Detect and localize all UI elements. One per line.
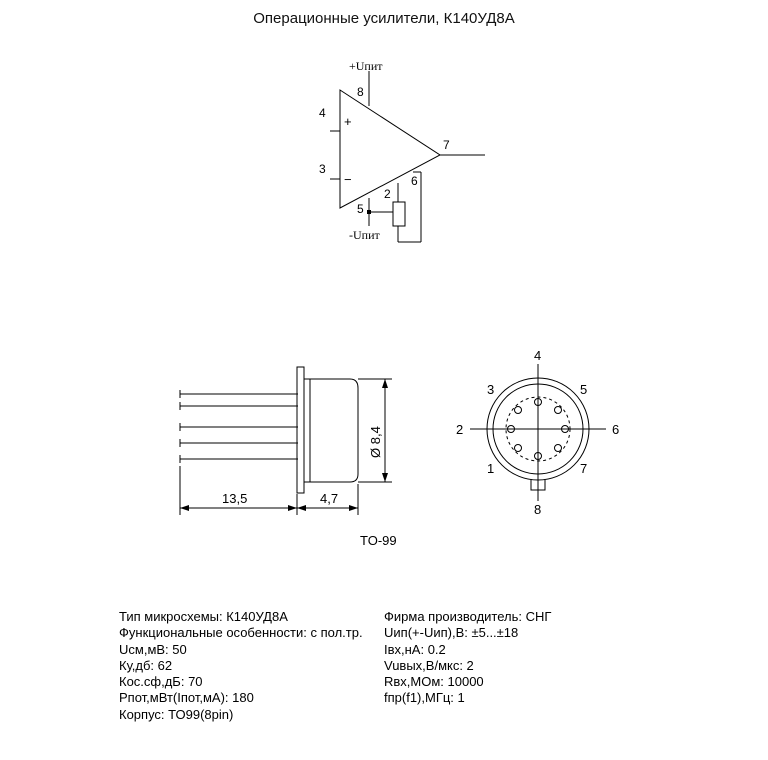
dimension-diameter-label: Ø 8,4 <box>368 426 383 458</box>
supply-positive-label: +Uпит <box>349 59 383 73</box>
pin-label-2: 2 <box>384 187 391 201</box>
spec-offset-voltage: Uсм,мВ: 50 <box>119 641 187 657</box>
bottom-pin-label-2: 2 <box>456 422 464 437</box>
dimension-arrows <box>180 379 388 511</box>
package-name-label: TO-99 <box>360 533 397 548</box>
pin-label-3: 3 <box>319 162 326 176</box>
spec-slew-rate: Vuвых,В/мкс: 2 <box>384 657 474 673</box>
opamp-schematic <box>330 71 485 242</box>
spec-frequency: fпр(f1),МГц: 1 <box>384 690 465 706</box>
bottom-pin-label-5: 5 <box>580 382 588 397</box>
spec-input-resistance: Rвх,МОм: 10000 <box>384 674 484 690</box>
bottom-pin-label-4: 4 <box>534 348 542 363</box>
spec-manufacturer: Фирма производитель: СНГ <box>384 609 552 624</box>
spec-chip-type: Тип микросхемы: К140УД8А <box>119 609 288 624</box>
pin-label-5: 5 <box>357 202 364 216</box>
spec-supply-voltage: Uип(+-Uип),В: ±5...±18 <box>384 625 519 641</box>
dimension-body-label: 4,7 <box>320 491 339 506</box>
pin-label-6: 6 <box>411 174 418 188</box>
dimension-length-label: 13,5 <box>222 491 248 506</box>
bottom-pin-label-6: 6 <box>612 422 620 437</box>
page-title: Операционные усилители, К140УД8А <box>253 10 515 27</box>
junction-dot <box>367 210 371 214</box>
bottom-pin-label-1: 1 <box>487 461 495 476</box>
spec-features: Функциональные особенности: с пол.тр. <box>119 625 363 641</box>
package-side-view <box>180 367 392 515</box>
supply-negative-label: -Uпит <box>349 228 380 242</box>
minus-input-sign: − <box>344 172 352 187</box>
pin-label-7: 7 <box>443 138 450 152</box>
pin-label-8: 8 <box>357 85 364 99</box>
spec-power: Рпот,мВт(Іпот,мА): 180 <box>119 690 254 706</box>
spec-cmrr: Кос.сф,дБ: 70 <box>119 674 203 690</box>
specs-left-column <box>119 609 363 723</box>
spec-input-current: Iвх,нА: 0.2 <box>384 641 446 657</box>
spec-gain: Ку,дб: 62 <box>119 657 173 673</box>
bottom-pin-label-7: 7 <box>580 461 588 476</box>
bottom-pin-label-3: 3 <box>487 382 495 397</box>
trim-resistor <box>393 202 405 226</box>
plus-input-sign: + <box>344 114 352 129</box>
bottom-pin-label-8: 8 <box>534 502 542 517</box>
specs-right-column <box>384 609 551 707</box>
spec-package: Корпус: ТО99(8pin) <box>119 706 234 722</box>
pin-label-4: 4 <box>319 106 326 120</box>
